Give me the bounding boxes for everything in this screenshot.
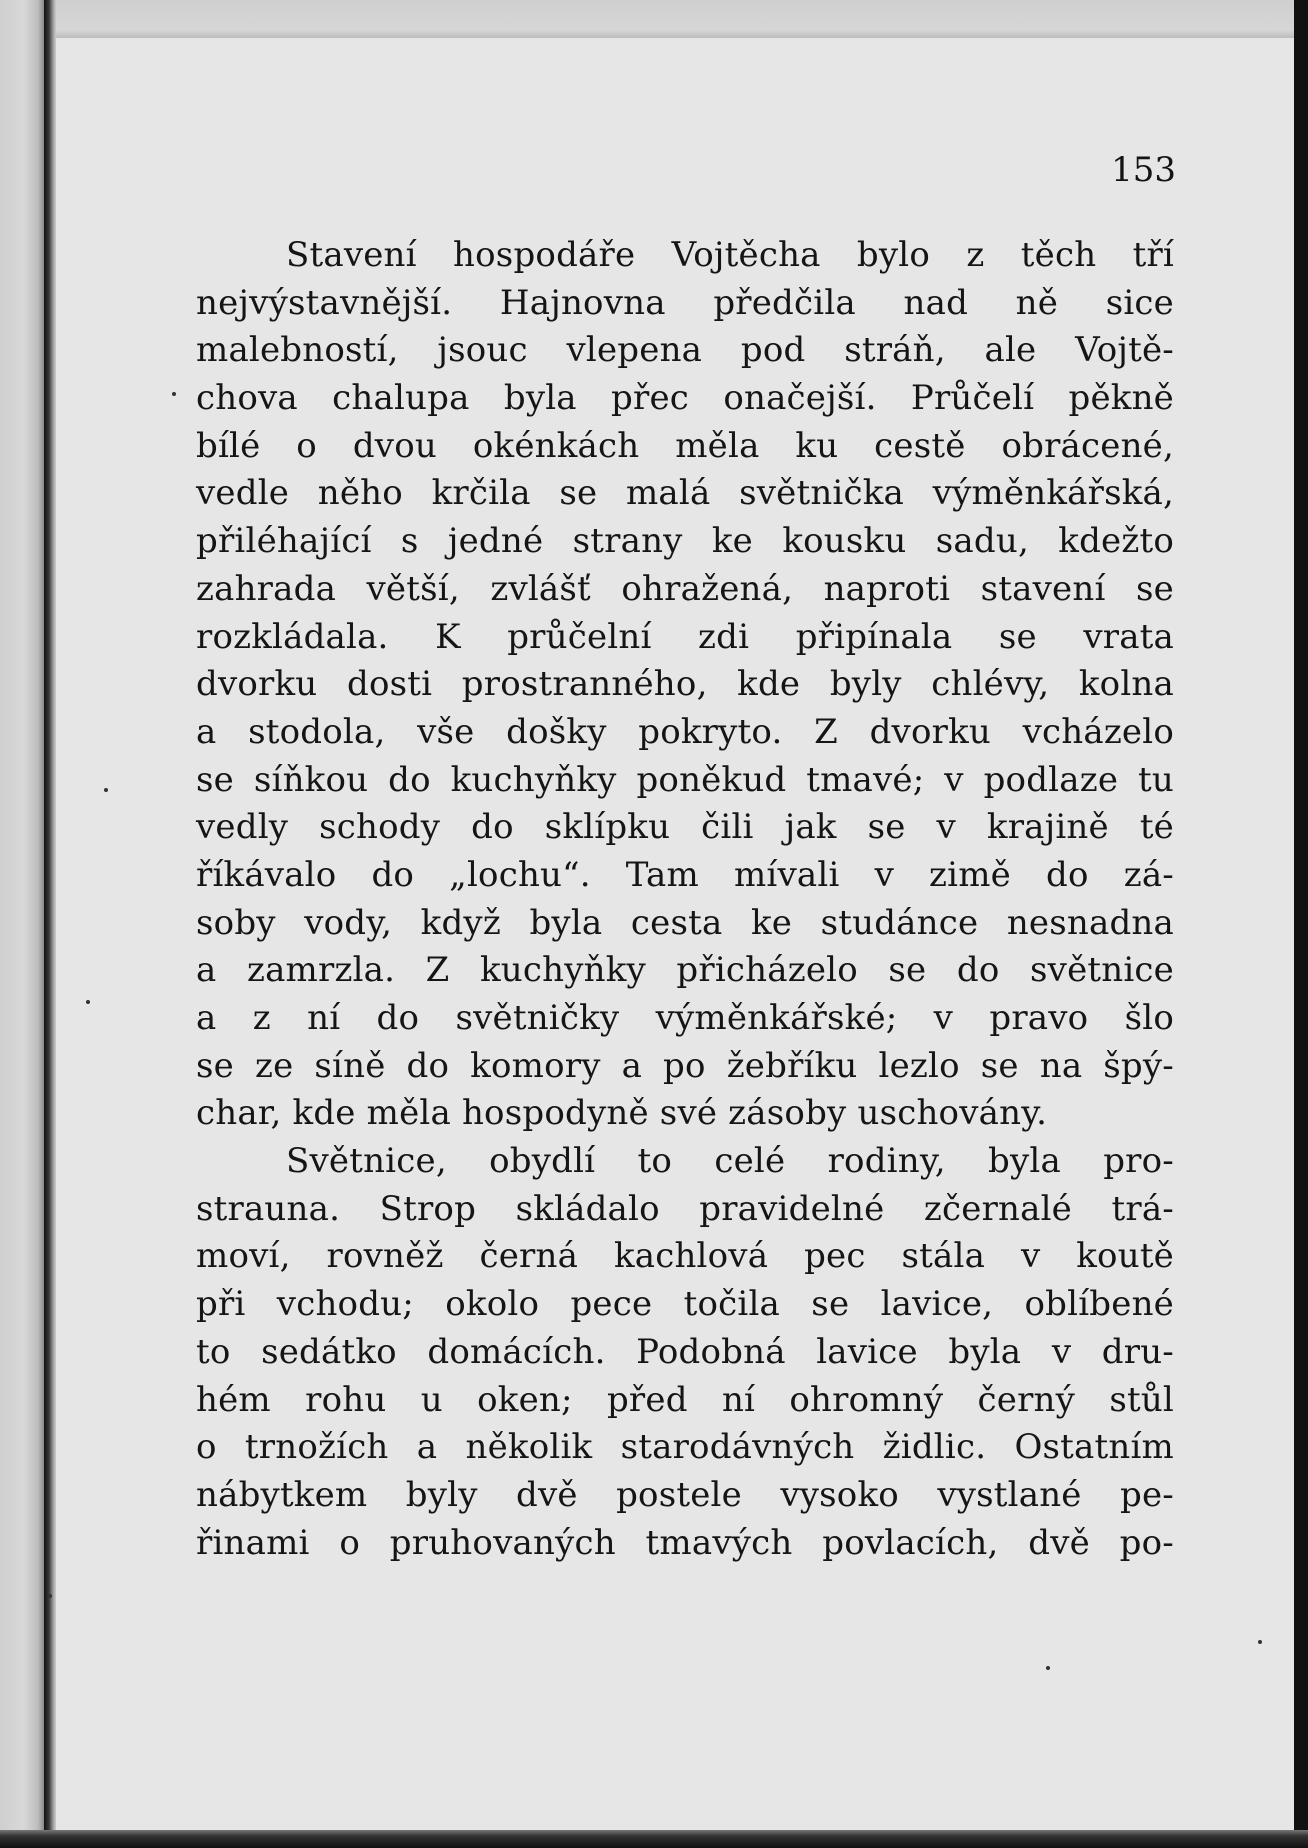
text-line: řinami o pruhovaných tmavých povlacích, dvě po- bbox=[196, 1522, 1174, 1563]
text-line: Světnice, obydlí to celé rodiny, byla pro- bbox=[286, 1141, 1174, 1182]
text-line: hém rohu u oken; před ní ohromný černý stůl bbox=[196, 1379, 1174, 1420]
text-line: a zamrzla. Z kuchyňky přicházelo se do světnice bbox=[196, 950, 1174, 991]
text-line: moví, rovněž černá kachlová pec stála v koutě bbox=[196, 1236, 1174, 1277]
left-margin-shadow bbox=[0, 0, 44, 1848]
text-line: při vchodu; okolo pece točila se lavice, oblíbené bbox=[196, 1284, 1174, 1325]
text-line: přiléhající s jedné strany ke kousku sadu, kdežto bbox=[196, 521, 1174, 562]
dust-speck bbox=[48, 1594, 52, 1598]
text-line: malebností, jsouc vlepena pod stráň, ale Vojtě- bbox=[196, 330, 1174, 371]
text-line: se síňkou do kuchyňky poněkud tmavé; v podlaze tu bbox=[196, 759, 1174, 800]
text-line: a z ní do světničky výměnkářské; v pravo šlo bbox=[196, 998, 1174, 1038]
text-line: vedly schody do sklípku čili jak se v krajině té bbox=[196, 807, 1174, 848]
text-line: rozkládala. K průčelní zdi připínala se vrata bbox=[196, 616, 1174, 657]
text-line: soby vody, když byla cesta ke studánce nesnadna bbox=[196, 902, 1174, 943]
text-line: Stavení hospodáře Vojtěcha bylo z těch tří bbox=[286, 235, 1174, 275]
bottom-scan-border bbox=[0, 1830, 1308, 1848]
text-line: nejvýstavnější. Hajnovna předčila nad ně sice bbox=[196, 282, 1174, 323]
top-page-edge bbox=[56, 0, 1294, 38]
right-scan-border bbox=[1294, 0, 1308, 1848]
text-line: říkávalo do „lochu“. Tam mívali v zimě do zá- bbox=[196, 854, 1174, 895]
dust-speck bbox=[1258, 1640, 1262, 1644]
text-line: a stodola, vše došky pokryto. Z dvorku vcházelo bbox=[196, 711, 1174, 752]
text-line: se ze síně do komory a po žebříku lezlo se na špý- bbox=[196, 1045, 1174, 1086]
body-text bbox=[196, 232, 1174, 1567]
text-line: zahrada větší, zvlášť ohražená, naproti stavení se bbox=[196, 568, 1174, 609]
text-line: dvorku dosti prostranného, kde byly chlévy, kolna bbox=[196, 664, 1174, 705]
binding-gutter bbox=[44, 0, 56, 1848]
text-line: vedle něho krčila se malá světnička výměnkářská, bbox=[196, 473, 1174, 514]
text-line: nábytkem byly dvě postele vysoko vystlané pe- bbox=[196, 1474, 1174, 1515]
dust-speck bbox=[1046, 1666, 1050, 1670]
dust-speck bbox=[172, 392, 176, 396]
page-number: 153 bbox=[1111, 150, 1176, 190]
text-line: strauna. Strop skládalo pravidelné zčernalé trá- bbox=[196, 1188, 1174, 1229]
text-line: o trnožích a několik starodávných židlic. Ostatním bbox=[196, 1427, 1174, 1468]
text-line: char, kde měla hospodyně své zásoby uschovány. bbox=[196, 1093, 1048, 1134]
dust-speck bbox=[86, 1000, 90, 1004]
text-line: to sedátko domácích. Podobná lavice byla v dru- bbox=[196, 1331, 1174, 1372]
text-line: chova chalupa byla přec onačejší. Průčelí pěkně bbox=[196, 378, 1174, 419]
dust-speck bbox=[104, 788, 108, 792]
text-line: bílé o dvou okénkách měla ku cestě obrácené, bbox=[196, 425, 1174, 466]
